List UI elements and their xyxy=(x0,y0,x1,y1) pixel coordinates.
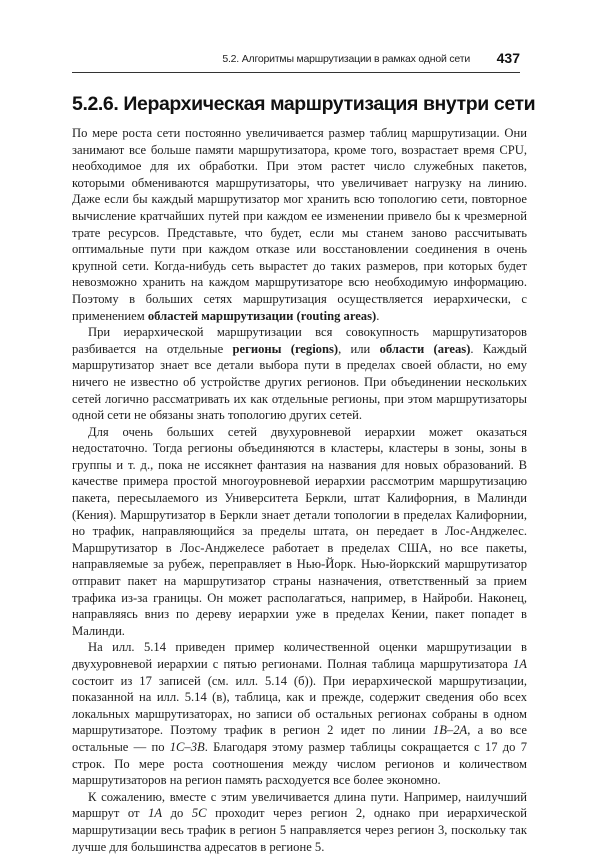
text-run: . xyxy=(376,308,380,323)
text-run: Для очень больших сетей двухуровневой иерархии может оказаться недостаточно. Тогда регионы объединяются в кластеры, кластеры в зоны, зоны в группы и т. д., пока не иссякнет фантазия на названия для новых образований. В качестве примера простой многоуровневой иерархии рассмотрим маршрутизацию пакета, пересылаемого из Университета Беркли, штат Калифорния, в Малинди (Кения). Маршрутизатор в Беркли знает детали топологии в пределах Калифорнии, но трафик, направляющийся за пределы штата, он передает в Лос-Анджелес. Маршрутизатор в Лос-Анджелесе работает в пределах США, но все пакеты, направляемые за рубеж, переправляет в Нью-Йорк. Нью-йоркский маршрутизатор отправит пакет на маршрутизатор страны назначения, ответственный за прием трафика из-за границы. Он может располагаться, например, в Найроби. Наконец, направляясь вниз по дереву иерархии уже в пределах Кении, пакет попадет в Малинди. xyxy=(72,424,527,638)
text-run: состоит из 17 записей (см. илл. 5.14 (б)). При иерархической маршрутизации, показанной на илл. 5.14 (в), таблица, как и прежде, содержит сведения обо всех локальных маршрутизаторах, но записи об остальных регионах собраны в одном маршрутизаторе. Поэтому трафик в регион 2 идет по линии xyxy=(72,673,527,738)
text-run: . Благодаря этому размер таблицы сокращается с 17 до 7 строк. По мере роста соотношения между числом регионов и количеством маршрутизаторов на регион память расходуется все более экономно. xyxy=(72,739,527,788)
bold-term: областей маршрутизации (routing areas) xyxy=(147,308,377,323)
page-number: 437 xyxy=(496,50,520,66)
text-run: . Каждый маршрутизатор знает все детали выбора пути в пределах своей области, но ему ничего не известно об устройстве других регионов. При объединении нескольких сетей логично рассматривать их как отдельные регионы, при этом маршрутизаторы одной сети не обязаны знать топологию других сетей. xyxy=(72,341,527,423)
italic-label: 1A xyxy=(513,657,527,671)
bold-term: регионы (regions) xyxy=(232,341,339,356)
italic-label: 1A xyxy=(148,806,163,821)
paragraph xyxy=(72,789,527,855)
paragraph xyxy=(72,125,527,324)
paragraph xyxy=(72,324,527,424)
running-header xyxy=(72,50,520,73)
italic-label: 5C xyxy=(191,806,207,821)
bold-term: области (areas) xyxy=(379,341,471,356)
running-title: 5.2. Алгоритмы маршрутизации в рамках одной сети xyxy=(222,53,470,65)
italic-label: 1C–3B xyxy=(169,739,205,754)
text-run: , а во все остальные — по xyxy=(72,723,528,754)
text-run: , или xyxy=(338,341,380,356)
italic-label: 1B–2A xyxy=(432,723,468,738)
text-run: По мере роста сети постоянно увеличивается размер таблиц маршрутизации. Они занимают все больше памяти маршрутизатора, кроме того, возрастает время CPU, необходимое для их обработки. При этом растет число служебных пакетов, которыми обмениваются маршрутизаторы, что увеличивает нагрузку на линию. Даже если бы каждый маршрутизатор мог хранить всю топологию сети, повторное вычисление кратчайших путей при каждом ее изменении привело бы к чрезмерной трате ресурсов. Представьте, что будет, если мы станем заново рассчитывать оптимальные пути при каждом отказе или восстановлении соединения в очень крупной сети. Когда-нибудь сеть вырастет до таких размеров, при которых будет невозможно хранить на каждом маршрутизаторе всю необходимую информацию. Поэтому в больших сетях маршрутизация осуществляется иерархически, с применением xyxy=(72,126,527,323)
paragraph xyxy=(72,424,527,640)
text-run: На илл. 5.14 приведен пример количественной оценки маршрутизации в двухуровневой иерархии с пятью регионами. Полная таблица маршрутизатора xyxy=(72,640,527,671)
paragraph xyxy=(72,639,527,788)
section-heading: 5.2.6. Иерархическая маршрутизация внутри сети xyxy=(72,93,536,115)
text-run: К сожалению, вместе с этим увеличивается длина пути. Например, наилучший маршрут от xyxy=(72,789,527,821)
text-run: до xyxy=(162,806,192,821)
text-run: При иерархической маршрутизации вся совокупность маршрутизаторов разбивается на отдельные xyxy=(72,325,527,356)
body-text xyxy=(72,125,527,855)
text-run: проходит через регион 2, однако при иерархической маршрутизации весь трафик в регион 5 направляется через регион 3, поскольку так лучше для большинства адресатов в регионе 5. xyxy=(72,806,527,854)
